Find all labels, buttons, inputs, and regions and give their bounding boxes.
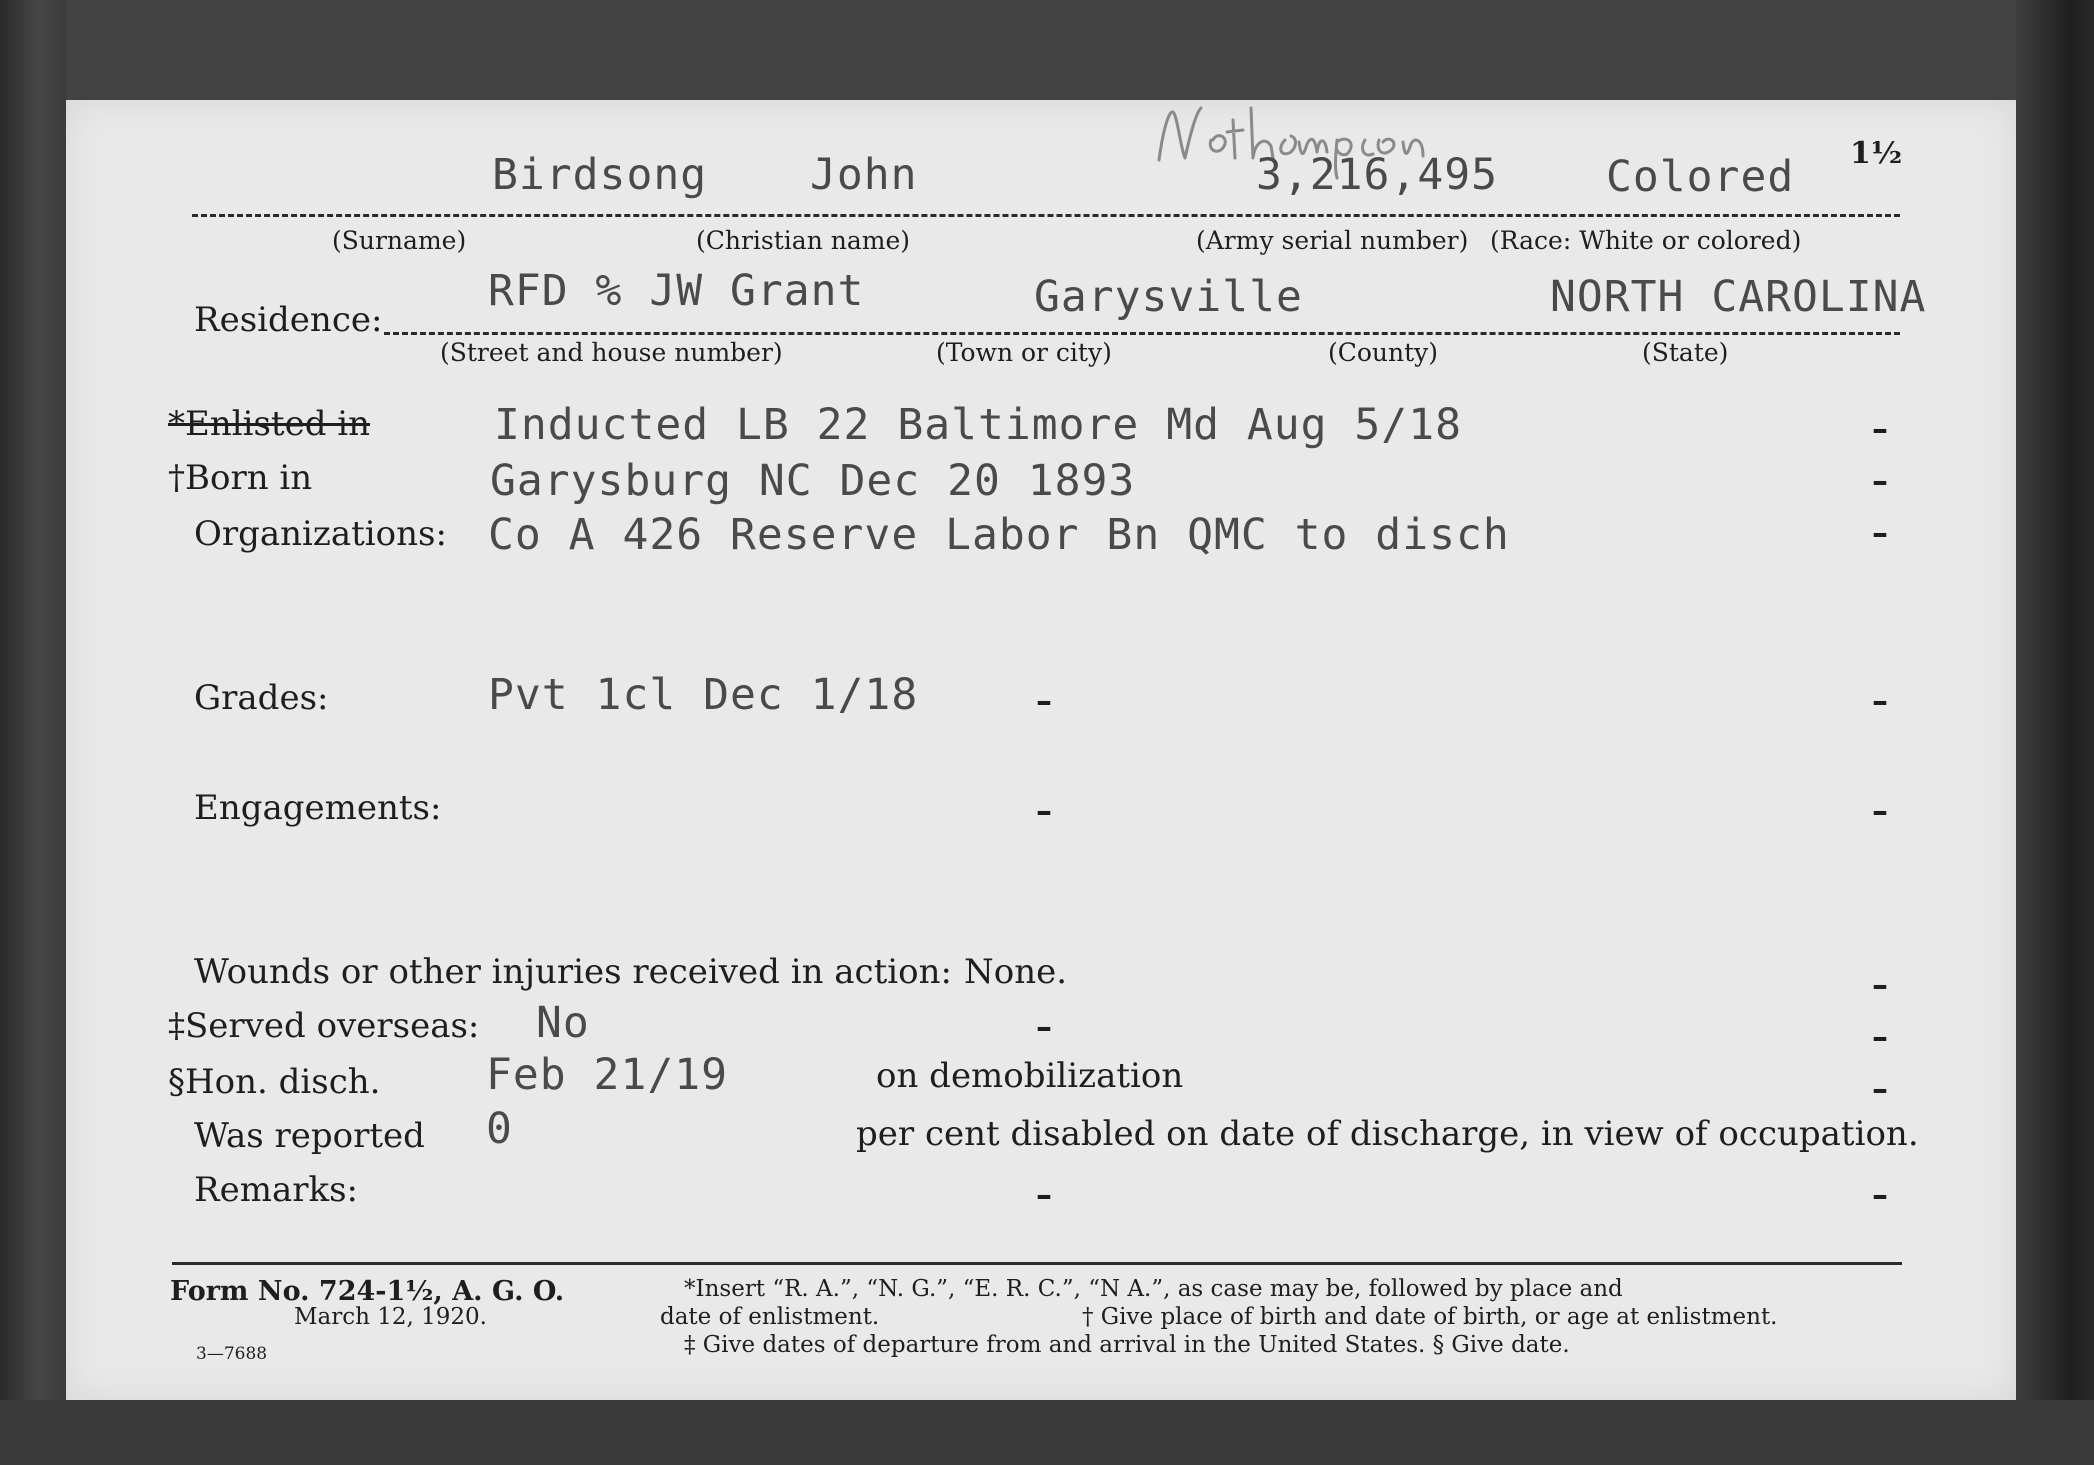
form-number: Form No. 724-1½, A. G. O.	[170, 1276, 565, 1307]
organizations-label: Organizations:	[194, 514, 447, 554]
overseas-value: No	[536, 998, 590, 1048]
footer-rule	[172, 1262, 1902, 1265]
caption-race: (Race: White or colored)	[1490, 226, 1802, 255]
grades-value: Pvt 1cl Dec 1/18	[488, 670, 919, 720]
remarks-dash: –	[1872, 1176, 1888, 1214]
caption-town: (Town or city)	[936, 338, 1112, 367]
residence-label: Residence:	[194, 300, 383, 340]
engagements-dash: –	[1872, 792, 1888, 830]
serial-number-value: 3,216,495	[1256, 150, 1498, 200]
organizations-dash: –	[1872, 514, 1888, 552]
overseas-label: ‡Served overseas:	[168, 1006, 480, 1046]
form-date: March 12, 1920.	[294, 1304, 487, 1330]
wounds-label: Wounds or other injuries received in action:	[194, 952, 952, 992]
remarks-mid-dash: –	[1036, 1176, 1052, 1214]
header-rule	[192, 214, 1900, 217]
born-label: †Born in	[168, 458, 313, 498]
surname-value: Birdsong	[492, 150, 708, 200]
caption-serial-number: (Army serial number)	[1196, 226, 1469, 255]
enlisted-value: Inducted LB 22 Baltimore Md Aug 5/18	[494, 400, 1462, 450]
caption-surname: (Surname)	[332, 226, 467, 255]
grades-dash: –	[1872, 682, 1888, 720]
reported-suffix: per cent disabled on date of discharge, in view of occupation.	[856, 1114, 1919, 1154]
hon-disch-label: §Hon. disch.	[168, 1062, 381, 1102]
grades-mid-dash: –	[1036, 682, 1052, 720]
born-value: Garysburg NC Dec 20 1893	[490, 456, 1136, 506]
scan-border-right	[2016, 0, 2094, 1465]
enlisted-label: *Enlisted in	[168, 404, 371, 444]
footnote-line-1: *Insert “R. A.”, “N. G.”, “E. R. C.”, “N A.”, as case may be, followed by place and	[684, 1276, 1623, 1302]
scan-border-top	[0, 0, 2094, 100]
residence-state-value: NORTH CAROLINA	[1550, 272, 1927, 322]
wounds-dash: –	[1872, 966, 1888, 1004]
caption-state: (State)	[1642, 338, 1729, 367]
reported-value: 0	[486, 1104, 513, 1154]
footnote-line-3: ‡ Give dates of departure from and arrival in the United States. § Give date.	[684, 1332, 1570, 1358]
enlisted-dash: –	[1872, 410, 1888, 448]
race-value: Colored	[1606, 152, 1795, 202]
residence-street-value: RFD % JW Grant	[488, 266, 865, 316]
reported-label: Was reported	[194, 1116, 425, 1156]
wounds-value: None.	[964, 952, 1068, 992]
footnote-line-2a: date of enlistment.	[660, 1304, 880, 1330]
service-record-card	[66, 100, 2016, 1400]
scan-border-left	[0, 0, 66, 1465]
organizations-value: Co A 426 Reserve Labor Bn QMC to disch	[488, 510, 1510, 560]
christian-name-value: John	[810, 150, 918, 200]
engagements-mid-dash: –	[1036, 792, 1052, 830]
footnote-line-2b: † Give place of birth and date of birth, or age at enlistment.	[1082, 1304, 1778, 1330]
overseas-dash: –	[1872, 1018, 1888, 1056]
overseas-mid-dash: –	[1036, 1008, 1052, 1046]
hon-disch-value: Feb 21/19	[486, 1050, 728, 1100]
residence-rule	[384, 332, 1900, 335]
residence-town-value: Garysville	[1034, 272, 1303, 322]
hon-disch-suffix: on demobilization	[876, 1056, 1184, 1096]
print-code: 3—7688	[196, 1344, 268, 1364]
born-dash: –	[1872, 462, 1888, 500]
grades-label: Grades:	[194, 678, 329, 718]
caption-christian-name: (Christian name)	[696, 226, 911, 255]
caption-street: (Street and house number)	[440, 338, 783, 367]
engagements-label: Engagements:	[194, 788, 442, 828]
scan-border-bottom	[0, 1400, 2094, 1465]
caption-county: (County)	[1328, 338, 1439, 367]
remarks-label: Remarks:	[194, 1170, 358, 1210]
hon-disch-dash: –	[1872, 1070, 1888, 1108]
card-fraction: 1½	[1850, 136, 1903, 171]
